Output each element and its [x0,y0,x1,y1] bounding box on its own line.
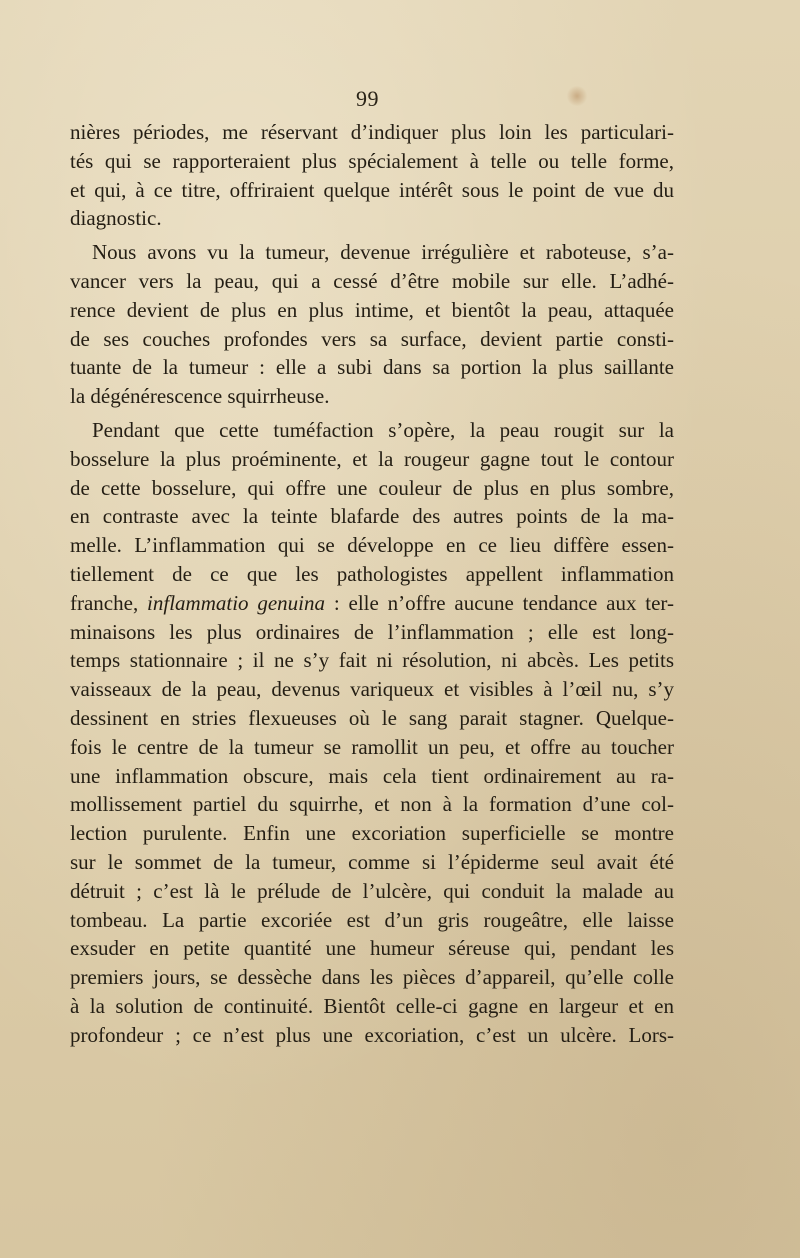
text-line: minaisons les plus ordinaires de l’inflammation ; elle est long- [70,619,674,644]
text-line: et qui, à ce titre, offriraient quelque intérêt sous le point de vue du [70,177,674,202]
text-line: sur le sommet de la tumeur, comme si l’épiderme seul avait été [70,849,674,874]
paragraph-1 [70,118,674,233]
text-line: de cette bosselure, qui offre une couleur de plus en plus sombre, [70,475,674,500]
text-line: vaisseaux de la peau, devenus variqueux et visibles à l’œil nu, s’y [70,677,674,702]
paragraph-2 [70,238,674,411]
page-number: 99 [356,86,379,111]
text-line: temps stationnaire ; il ne s’y fait ni résolution, ni abcès. Les petits [70,648,674,673]
text-line: Pendant que cette tuméfaction s’opère, la peau rougit sur la [92,417,674,442]
text-line: une inflammation obscure, mais cela tient ordinairement au ra- [70,763,674,788]
text-line: dessinent en stries flexueuses où le sang parait stagner. Quelque- [70,705,674,730]
latin-term: inflammatio genuina [147,590,326,615]
text-line: melle. L’inflammation qui se développe en ce lieu diffère essen- [70,533,674,558]
text-line: Nous avons vu la tumeur, devenue irrégulière et raboteuse, s’a- [92,240,674,265]
text-line: profondeur ; ce n’est plus une excoriation, c’est un ulcère. Lors- [70,1022,674,1047]
paragraph-3 [70,416,674,1050]
text-line: tiellement de ce que les pathologistes appellent inflammation [70,561,674,586]
body-text [70,118,674,1050]
text-line: bosselure la plus proéminente, et la rougeur gagne tout le contour [70,446,674,471]
text-line: la dégénérescence squirrheuse. [70,384,330,409]
text-line: tombeau. La partie excoriée est d’un gris rougeâtre, elle laisse [70,907,674,932]
text-line: à la solution de continuité. Bientôt celle-ci gagne en largeur et en [70,993,674,1018]
text-line: nières périodes, me réservant d’indiquer plus loin les particulari- [70,120,674,144]
text-line: vancer vers la peau, qui a cessé d’être mobile sur elle. L’adhé- [70,268,674,293]
text-line: lection purulente. Enfin une excoriation superficielle se montre [70,821,674,846]
text-line: tuante de la tumeur : elle a subi dans sa portion la plus saillante [70,355,674,380]
text-line: tés qui se rapporteraient plus spécialement à telle ou telle forme, [70,148,674,173]
text-line: diagnostic. [70,206,162,231]
text-line-with-italic: franche, inflammatio genuina : elle n’offre aucune tendance aux ter- [70,590,674,615]
text-line: premiers jours, se dessèche dans les pièces d’appareil, qu’elle colle [70,965,674,990]
text-line: exsuder en petite quantité une humeur séreuse qui, pendant les [70,936,674,961]
text-line: en contraste avec la teinte blafarde des autres points de la ma- [70,504,674,529]
text-line: de ses couches profondes vers sa surface, devient partie consti- [70,326,674,351]
text-line: rence devient de plus en plus intime, et bientôt la peau, attaquée [70,297,674,322]
text-line: mollissement partiel du squirrhe, et non à la formation d’une col- [70,792,674,817]
text-line: détruit ; c’est là le prélude de l’ulcère, qui conduit la malade au [70,878,674,903]
text-line: fois le centre de la tumeur se ramollit un peu, et offre au toucher [70,734,674,759]
